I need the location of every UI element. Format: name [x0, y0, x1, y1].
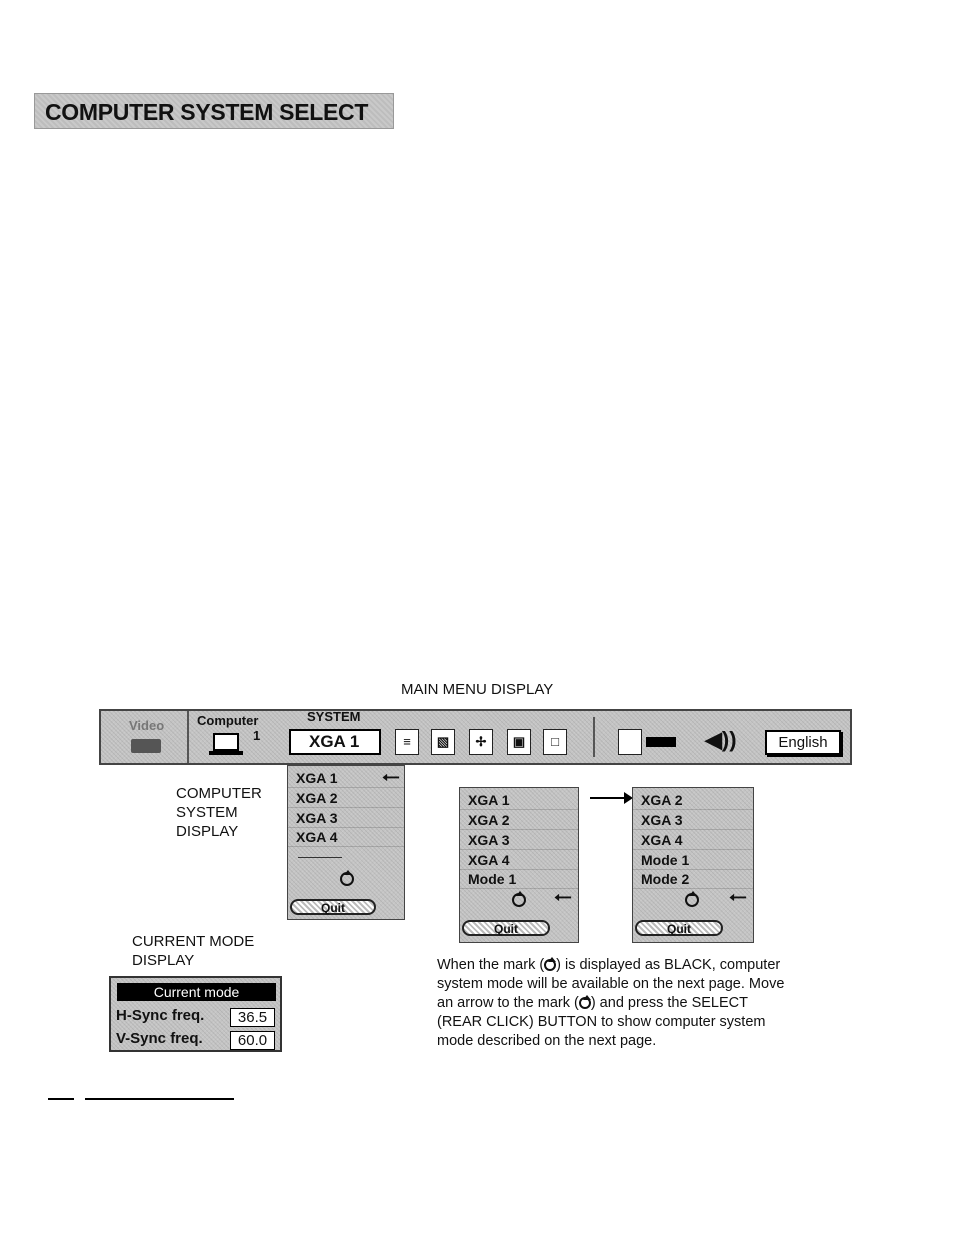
note-line: mode described on the next page. — [437, 1033, 657, 1049]
footer-rule-short — [48, 1098, 74, 1100]
projector-icon[interactable] — [646, 737, 676, 747]
current-mode-title: Current mode — [117, 983, 276, 1001]
computer-monitor-icon — [213, 733, 239, 751]
list-item[interactable]: Mode 2 — [633, 869, 753, 889]
screen-icon[interactable] — [618, 729, 642, 755]
list-item[interactable]: XGA 3 — [288, 808, 404, 828]
pointer-arrow-icon: 🠀 — [382, 765, 400, 790]
system-value-box[interactable]: XGA 1 — [289, 729, 381, 755]
main-menu-caption: MAIN MENU DISPLAY — [401, 681, 554, 698]
note-text: ) and press the SELECT — [590, 995, 748, 1011]
tab-computer[interactable]: Computer — [197, 713, 259, 728]
pointer-arrow-icon: 🠀 — [554, 885, 572, 910]
cycle-mark-icon — [544, 959, 556, 971]
move-icon[interactable]: ✢ — [469, 729, 493, 755]
note-text: an arrow to the mark ( — [437, 995, 579, 1011]
pattern-icon[interactable]: ≡ — [395, 729, 419, 755]
vsync-value: 60.0 — [230, 1031, 275, 1050]
menu-divider — [593, 717, 595, 757]
video-deck-icon — [131, 739, 161, 753]
hsync-label: H-Sync freq. — [116, 1007, 205, 1024]
language-button[interactable]: English — [765, 730, 841, 755]
speaker-icon[interactable]: ◀)) — [705, 727, 737, 752]
quit-button[interactable]: Quit — [462, 920, 550, 936]
computer-system-menu — [287, 765, 405, 920]
note-line: (REAR CLICK) BUTTON to show computer system — [437, 1014, 766, 1030]
list-item[interactable]: XGA 2 — [633, 790, 753, 810]
main-menu-bar — [99, 709, 852, 765]
note-line — [437, 994, 833, 1013]
list-item[interactable]: XGA 1 — [460, 790, 578, 810]
system-label: SYSTEM — [307, 709, 361, 724]
current-mode-box — [109, 976, 282, 1052]
note-line — [437, 956, 833, 975]
caption-line: CURRENT MODE — [132, 933, 255, 950]
cycle-mark-icon[interactable] — [512, 893, 526, 907]
note-text: When the mark ( — [437, 957, 545, 973]
caption-line: DISPLAY — [132, 952, 195, 969]
current-mode-caption — [132, 932, 254, 970]
list-item[interactable]: XGA 4 — [288, 827, 404, 847]
page-icon[interactable]: □ — [543, 729, 567, 755]
tab-video[interactable]: Video — [129, 718, 165, 733]
list-item[interactable]: XGA 3 — [460, 830, 578, 850]
hsync-value: 36.5 — [230, 1008, 275, 1027]
caption-line: COMPUTER — [176, 785, 262, 802]
system-list-page-1 — [459, 787, 579, 943]
list-item[interactable]: XGA 2 — [288, 788, 404, 808]
quit-button[interactable]: Quit — [290, 899, 376, 915]
computer-number: 1 — [253, 728, 261, 743]
cycle-mark-icon — [579, 997, 591, 1009]
list-item[interactable]: XGA 3 — [633, 810, 753, 830]
vsync-label: V-Sync freq. — [116, 1030, 203, 1047]
caption-line: SYSTEM — [176, 804, 238, 821]
section-title: COMPUTER SYSTEM SELECT — [34, 93, 394, 129]
note-line: system mode will be available on the next page. Move — [437, 976, 785, 992]
list-item[interactable]: Mode 1 — [460, 869, 578, 889]
list-item[interactable]: Mode 1 — [633, 850, 753, 870]
list-item[interactable]: XGA 2 — [460, 810, 578, 830]
window-icon[interactable]: ▣ — [507, 729, 531, 755]
system-list-page-2 — [632, 787, 754, 943]
cycle-mark-icon[interactable] — [685, 893, 699, 907]
quit-button[interactable]: Quit — [635, 920, 723, 936]
bars-icon[interactable]: ▧ — [431, 729, 455, 755]
computer-base-icon — [209, 751, 243, 755]
cycle-mark-note — [437, 956, 833, 1051]
computer-system-caption — [176, 784, 262, 841]
tab-divider — [187, 711, 189, 763]
list-item[interactable]: XGA 4 — [633, 830, 753, 850]
cycle-mark-icon[interactable] — [340, 872, 354, 886]
note-text: ) is displayed as BLACK, computer — [556, 957, 781, 973]
list-item[interactable]: XGA 1 — [288, 768, 404, 788]
footer-rule-long — [85, 1098, 234, 1100]
list-item[interactable]: XGA 4 — [460, 850, 578, 870]
pointer-arrow-icon: 🠀 — [729, 885, 747, 910]
empty-slot-line — [298, 857, 342, 858]
caption-line: DISPLAY — [176, 823, 239, 840]
next-page-arrow-line — [590, 797, 628, 799]
